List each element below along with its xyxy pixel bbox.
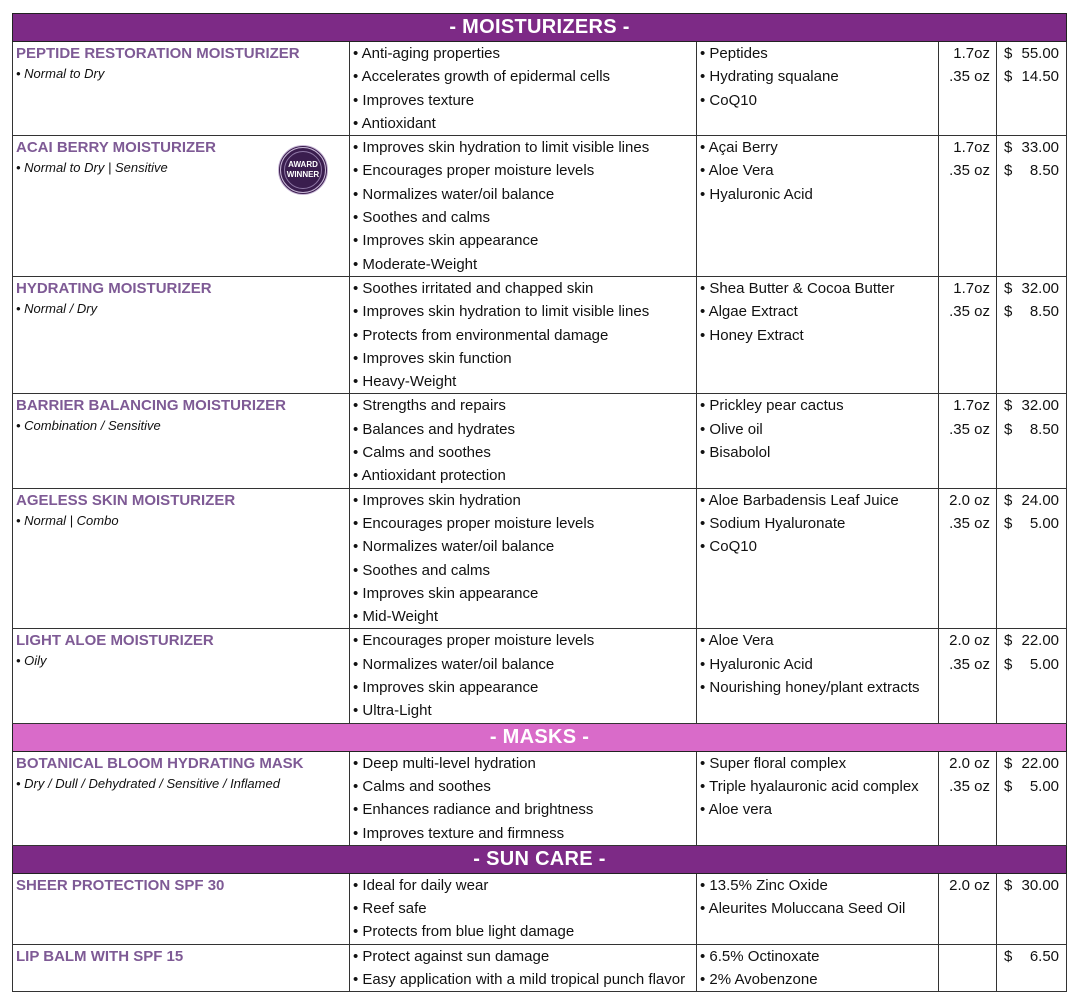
benefit-item: • Moderate-Weight [353,255,478,273]
ingredient-item: • Aloe vera [700,801,772,819]
benefit-item: • Anti-aging properties [353,45,501,62]
ingredients-cell [697,488,939,629]
size-cell [939,488,997,629]
price-amount: 14.50 [1021,68,1060,86]
benefit-item: • Accelerates growth of epidermal cells [353,68,611,86]
product-name: HYDRATING MOISTURIZER [16,279,212,297]
ingredient-item: • Super floral complex [700,754,847,772]
price-line [997,874,1066,897]
price-amount: 8.50 [1029,420,1060,438]
benefit-item: • Normalizes water/oil balance [353,538,555,556]
size-value: 1.7oz [953,397,990,415]
benefit-item: • Protects from blue light damage [353,923,575,941]
ingredient-item: • CoQ10 [700,91,757,109]
price-line [997,512,1066,535]
price-amount: 5.00 [1029,655,1060,673]
product-row [13,42,1067,136]
ingredient-item: • CoQ10 [700,538,757,556]
price-pair [1004,945,1059,968]
size-value: 2.0 oz [949,491,990,509]
benefits-cell [350,873,697,944]
benefit-item: • Improves skin hydration [353,491,521,509]
currency-symbol: $ [1004,303,1013,321]
section-title: - SUN CARE - [13,845,1067,873]
price-amount: 32.00 [1021,397,1060,415]
skin-type: • Combination / Sensitive [16,418,161,434]
price-line [997,277,1066,300]
size-value: 2.0 oz [949,754,990,772]
currency-symbol: $ [1004,162,1013,180]
product-name: BOTANICAL BLOOM HYDRATING MASK [16,754,304,772]
product-name: BARRIER BALANCING MOISTURIZER [16,397,286,415]
benefit-item: • Encourages proper moisture levels [353,162,595,180]
size-value: .35 oz [949,420,990,438]
price-pair [1004,65,1059,88]
product-cell [13,629,350,723]
badge-line: WINNER [286,170,320,180]
currency-symbol: $ [1004,420,1013,438]
product-name: AGELESS SKIN MOISTURIZER [16,491,236,509]
price-line [997,159,1066,182]
ingredient-item: • Algae Extract [700,303,798,321]
benefit-item: • Heavy-Weight [353,373,457,391]
ingredient-item: • Hyaluronic Acid [700,655,813,673]
size-cell [939,944,997,992]
price-amount: 30.00 [1021,876,1060,894]
price-amount: 5.00 [1029,777,1060,795]
price-cell [997,394,1067,488]
price-amount: 55.00 [1021,45,1060,62]
product-cell [13,276,350,393]
currency-symbol: $ [1004,514,1013,532]
price-amount: 24.00 [1021,491,1060,509]
product-row [13,488,1067,629]
price-cell [997,944,1067,992]
ingredient-item: • Olive oil [700,420,763,438]
price-amount: 33.00 [1021,139,1060,157]
currency-symbol: $ [1004,397,1013,415]
benefit-item: • Antioxidant protection [353,467,506,485]
price-cell [997,488,1067,629]
benefit-item: • Enhances radiance and brightness [353,801,594,819]
product-cell [13,136,350,277]
benefit-item: • Calms and soothes [353,777,491,795]
price-amount: 6.50 [1029,947,1060,965]
benefit-item: • Protect against sun damage [353,947,550,965]
price-line [997,752,1066,775]
skin-type: • Normal to Dry [16,66,105,81]
benefit-item: • Easy application with a mild tropical punch flavor [353,970,686,988]
price-pair [1004,512,1059,535]
benefits-cell [350,42,697,136]
ingredient-item: • Shea Butter & Cocoa Butter [700,279,895,297]
section-header-row [13,14,1067,42]
ingredient-item: • Açai Berry [700,139,778,157]
ingredients-cell [697,394,939,488]
benefit-item: • Soothes irritated and chapped skin [353,279,594,297]
currency-symbol: $ [1004,45,1013,62]
benefit-item: • Improves texture [353,91,475,109]
benefits-cell [350,751,697,845]
price-pair [1004,653,1059,676]
benefit-item: • Improves skin hydration to limit visible lines [353,139,650,157]
benefit-item: • Improves skin function [353,349,512,367]
ingredient-item: • Aleurites Moluccana Seed Oil [700,900,906,918]
price-line [997,394,1066,417]
price-amount: 8.50 [1029,162,1060,180]
price-pair [1004,300,1059,323]
benefit-item: • Improves skin appearance [353,679,539,697]
price-pair [1004,394,1059,417]
benefit-item: • Encourages proper moisture levels [353,514,595,532]
product-row [13,136,1067,277]
price-cell [997,629,1067,723]
size-cell [939,629,997,723]
price-line [997,653,1066,676]
award-winner-badge-icon [278,145,328,195]
benefits-cell [350,394,697,488]
price-table [12,13,1067,992]
ingredient-item: • 6.5% Octinoxate [700,947,820,965]
benefit-item: • Improves texture and firmness [353,824,565,842]
price-amount: 22.00 [1021,632,1060,650]
price-line [997,300,1066,323]
ingredient-item: • Sodium Hyaluronate [700,514,846,532]
benefit-item: • Encourages proper moisture levels [353,632,595,650]
product-cell [13,873,350,944]
ingredient-item: • Aloe Vera [700,162,774,180]
product-name: LIGHT ALOE MOISTURIZER [16,632,214,650]
price-cell [997,873,1067,944]
ingredient-item: • Hyaluronic Acid [700,185,813,203]
ingredients-cell [697,42,939,136]
price-pair [1004,629,1059,652]
price-line [997,775,1066,798]
price-line [997,136,1066,159]
price-amount: 22.00 [1021,754,1060,772]
size-cell [939,751,997,845]
skin-type: • Normal | Combo [16,512,119,528]
benefit-item: • Balances and hydrates [353,420,516,438]
skin-type: • Oily [16,653,47,669]
size-value: 1.7oz [953,279,990,297]
price-pair [1004,42,1059,65]
badge-line: AWARD [288,160,318,170]
benefit-item: • Strengths and repairs [353,397,506,415]
size-value: 2.0 oz [949,632,990,650]
benefit-item: • Soothes and calms [353,561,490,579]
ingredient-item: • 2% Avobenzone [700,970,818,988]
currency-symbol: $ [1004,754,1013,772]
ingredient-item: • Nourishing honey/plant extracts [700,679,920,697]
section-header-row [13,845,1067,873]
product-cell [13,944,350,992]
product-row [13,276,1067,393]
currency-symbol: $ [1004,876,1013,894]
benefit-item: • Mid-Weight [353,608,438,626]
size-value: 1.7oz [953,45,990,62]
price-amount: 32.00 [1021,279,1060,297]
product-name: SHEER PROTECTION SPF 30 [16,876,225,894]
currency-symbol: $ [1004,777,1013,795]
size-value: .35 oz [949,303,990,321]
currency-symbol: $ [1004,632,1013,650]
benefit-item: • Reef safe [353,900,427,918]
size-value: .35 oz [949,655,990,673]
ingredient-item: • Aloe Barbadensis Leaf Juice [700,491,899,509]
benefit-item: • Calms and soothes [353,444,491,462]
benefit-item: • Improves skin hydration to limit visible lines [353,303,650,321]
benefits-cell [350,629,697,723]
price-line [997,629,1066,652]
currency-symbol: $ [1004,139,1013,157]
price-pair [1004,775,1059,798]
benefits-cell [350,276,697,393]
product-name: LIP BALM WITH SPF 15 [16,947,184,965]
product-row [13,751,1067,845]
product-row [13,944,1067,992]
product-cell [13,42,350,136]
ingredients-cell [697,629,939,723]
price-line [997,418,1066,441]
price-cell [997,751,1067,845]
ingredient-item: • Aloe Vera [700,632,774,650]
size-cell [939,136,997,277]
size-cell [939,42,997,136]
price-pair [1004,159,1059,182]
benefit-item: • Antioxidant [353,114,436,132]
product-price-sheet [12,13,1066,988]
price-line [997,489,1066,512]
ingredient-item: • Bisabolol [700,444,771,462]
product-name: ACAI BERRY MOISTURIZER [16,139,217,157]
benefits-cell [350,136,697,277]
skin-type: • Dry / Dull / Dehydrated / Sensitive / Inflamed [16,775,280,791]
size-cell [939,276,997,393]
product-row [13,394,1067,488]
price-pair [1004,418,1059,441]
benefit-item: • Improves skin appearance [353,584,539,602]
ingredient-item: • Prickley pear cactus [700,397,844,415]
benefit-item: • Ultra-Light [353,702,432,720]
size-cell [939,394,997,488]
size-value: .35 oz [949,68,990,86]
size-value: .35 oz [949,162,990,180]
price-line [997,65,1066,88]
product-cell [13,488,350,629]
price-cell [997,42,1067,136]
price-pair [1004,136,1059,159]
section-title: - MOISTURIZERS - [13,14,1067,42]
ingredient-item: • Honey Extract [700,326,804,344]
benefit-item: • Ideal for daily wear [353,876,489,894]
skin-type: • Normal / Dry [16,300,98,316]
benefit-item: • Normalizes water/oil balance [353,185,555,203]
benefits-cell [350,944,697,992]
product-name: PEPTIDE RESTORATION MOISTURIZER [16,45,300,62]
size-cell [939,873,997,944]
price-amount: 8.50 [1029,303,1060,321]
product-row [13,873,1067,944]
ingredients-cell [697,276,939,393]
product-row [13,629,1067,723]
ingredients-cell [697,751,939,845]
currency-symbol: $ [1004,491,1013,509]
benefits-cell [350,488,697,629]
product-cell [13,751,350,845]
ingredients-cell [697,136,939,277]
size-value: 1.7oz [953,139,990,157]
price-amount: 5.00 [1029,514,1060,532]
price-pair [1004,489,1059,512]
skin-type: • Normal to Dry | Sensitive [16,160,168,176]
product-cell [13,394,350,488]
price-line [997,42,1066,65]
size-value: 2.0 oz [949,876,990,894]
benefit-item: • Deep multi-level hydration [353,754,536,772]
ingredient-item: • Peptides [700,45,768,62]
size-value: .35 oz [949,514,990,532]
benefit-item: • Improves skin appearance [353,232,539,250]
benefit-item: • Soothes and calms [353,209,490,227]
currency-symbol: $ [1004,947,1013,965]
price-cell [997,136,1067,277]
section-title: - MASKS - [13,723,1067,751]
ingredients-cell [697,944,939,992]
ingredient-item: • Triple hyalauronic acid complex [700,777,919,795]
section-header-row [13,723,1067,751]
price-line [997,945,1066,968]
price-cell [997,276,1067,393]
benefit-item: • Normalizes water/oil balance [353,655,555,673]
currency-symbol: $ [1004,279,1013,297]
ingredients-cell [697,873,939,944]
benefit-item: • Protects from environmental damage [353,326,609,344]
currency-symbol: $ [1004,68,1013,86]
price-pair [1004,277,1059,300]
ingredient-item: • 13.5% Zinc Oxide [700,876,828,894]
size-value: .35 oz [949,777,990,795]
currency-symbol: $ [1004,655,1013,673]
ingredient-item: • Hydrating squalane [700,68,839,86]
price-pair [1004,874,1059,897]
price-pair [1004,752,1059,775]
